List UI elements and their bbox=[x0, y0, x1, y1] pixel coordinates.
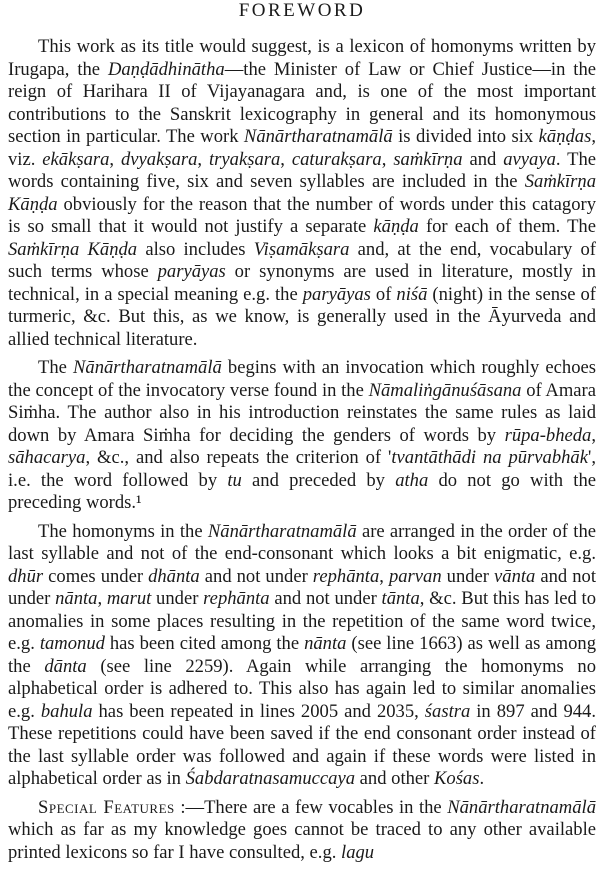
italic-term: sāhacarya bbox=[8, 447, 86, 468]
italic-term: dvyakṣara bbox=[121, 148, 198, 170]
text-run: , viz. bbox=[8, 126, 596, 170]
text-run: , &c. But this has led to anomalies in some places resulting in the repetition of the same word twice, e.g. bbox=[8, 588, 596, 654]
italic-term: kāṇḍa bbox=[373, 216, 419, 237]
text-run: (see line 1663) as well as among the bbox=[8, 633, 596, 677]
text-run: and bbox=[462, 148, 504, 170]
italic-term: Nānārtharatnamālā bbox=[243, 126, 393, 147]
italic-term: dhānta bbox=[148, 565, 200, 587]
italic-term: tu bbox=[227, 469, 242, 491]
text-run: also includes bbox=[137, 238, 254, 260]
italic-term: Saṁkīrṇa Kāṇḍa bbox=[8, 238, 138, 260]
text-run: and not under bbox=[8, 565, 597, 609]
italic-term: Nānārtharatnamālā bbox=[207, 520, 357, 542]
text-run: The bbox=[38, 357, 74, 378]
text-run: (see line 2259). Again while arranging the homonyms no alphabetical order is adhered to. This also has again led to similar anomalies e.g. bbox=[8, 655, 596, 722]
italic-term: saṁkīrṇa bbox=[393, 148, 463, 170]
italic-term: kāṇḍas bbox=[538, 126, 592, 147]
italic-term: nānta bbox=[55, 588, 98, 609]
italic-term: śastra bbox=[424, 700, 471, 722]
italic-term: parvan bbox=[388, 565, 442, 587]
italic-term: dānta bbox=[44, 655, 87, 677]
text-run: , bbox=[197, 148, 209, 170]
italic-term: tvantāthādi na pūrvabhāk bbox=[391, 447, 588, 468]
paragraph bbox=[8, 357, 596, 515]
text-run: and not under bbox=[199, 565, 313, 587]
italic-term: atha bbox=[395, 469, 429, 491]
text-run: . The words containing five, six and seven syllables are included in the bbox=[8, 148, 597, 192]
text-run: (night) in the sense of turmeric, &c. But this, as we know, is generally used in the Āyurveda and allied technical literature. bbox=[8, 283, 597, 350]
text-run: which as far as my knowledge goes cannot be traced to any other available printed lexicons so far I have consulted, e.g. bbox=[8, 819, 596, 863]
italic-term: Viṣamākṣara bbox=[253, 238, 350, 260]
italic-term: nānta bbox=[304, 633, 347, 654]
italic-term: Nānārtharatnamālā bbox=[447, 796, 596, 818]
section-label: Special Features bbox=[38, 796, 175, 818]
italic-term: tryakṣara bbox=[209, 148, 281, 170]
italic-term: lagu bbox=[341, 841, 375, 863]
paragraph bbox=[8, 36, 596, 351]
text-run: . bbox=[479, 768, 485, 789]
text-run: begins with an invocation which roughly echoes the concept of the invocatory verse found in the bbox=[8, 357, 596, 401]
italic-term: caturakṣara bbox=[291, 148, 382, 170]
text-run: or synonyms are used in literature, mostly in technical, in a special meaning e.g. the bbox=[8, 261, 596, 305]
text-run: and not under bbox=[269, 588, 382, 609]
italic-term: rūpa-bheda bbox=[504, 424, 592, 446]
italic-term: rephānta bbox=[203, 588, 270, 609]
text-run: , bbox=[591, 424, 596, 446]
italic-term: paryāyas bbox=[302, 283, 371, 305]
italic-term: avyaya bbox=[503, 148, 556, 170]
italic-term: Daṇḍādhinātha bbox=[107, 58, 225, 80]
italic-term: Nāmaliṅgānuśāsana bbox=[368, 379, 522, 401]
text-run: in 897 and 944. These repetitions could have been saved if the end consonant order instead of the last syllable order was followed and again if these words were listed in alphabetical order as in bbox=[8, 700, 596, 789]
document-page bbox=[8, 0, 596, 870]
text-run: , &c., and also repeats the criterion of ' bbox=[85, 447, 392, 468]
text-run: of bbox=[370, 283, 397, 305]
text-run: The homonyms in the bbox=[38, 520, 208, 542]
text-run: for each of them. The bbox=[418, 216, 596, 237]
page-title: FOREWORD bbox=[238, 0, 366, 21]
text-run: comes under bbox=[43, 565, 149, 587]
italic-term: tānta bbox=[381, 588, 420, 609]
text-run: , bbox=[280, 148, 292, 170]
text-run: obviously for the reason that the number of words under this catagory is so small that it would not justify a separate bbox=[8, 193, 596, 237]
text-run: has been cited among the bbox=[104, 633, 305, 654]
text-run: This work as its title would suggest, is a lexicon of homonyms written by Irugapa, the bbox=[8, 36, 596, 80]
italic-term: dhūr bbox=[8, 565, 44, 587]
paragraph bbox=[8, 797, 596, 865]
text-run: are arranged in the order of the last syllable and not of the end-consonant which looks a bit enigmatic, e.g. bbox=[8, 520, 596, 564]
text-run: of Amara Siṁha. The author also in his introduction reinstates the same rules as laid down by Amara Siṁha for deciding the genders of words by bbox=[8, 379, 596, 446]
document-body bbox=[8, 36, 596, 864]
italic-term: bahula bbox=[40, 700, 93, 722]
italic-term: Śabdaratnasamuccaya bbox=[185, 768, 355, 789]
text-run: is divided into six bbox=[392, 126, 539, 147]
text-run: , bbox=[109, 148, 121, 170]
text-run: , bbox=[381, 148, 394, 170]
text-run: ', i.e. the word followed by bbox=[8, 447, 596, 491]
italic-term: niśā bbox=[396, 283, 428, 305]
paragraph bbox=[8, 521, 596, 791]
italic-term: marut bbox=[106, 588, 152, 609]
italic-term: rephānta bbox=[312, 565, 380, 587]
italic-term: tamonud bbox=[39, 633, 105, 654]
italic-term: Kośas bbox=[434, 768, 480, 789]
text-run: and preceded by bbox=[241, 469, 396, 491]
italic-term: vānta bbox=[494, 565, 536, 587]
italic-term: Saṁkīrṇa Kāṇḍa bbox=[8, 171, 596, 215]
italic-term: Nānārtharatnamālā bbox=[73, 357, 222, 378]
text-run: and, at the end, vocabulary of such terms whose bbox=[8, 238, 596, 282]
text-run: under bbox=[151, 588, 204, 609]
text-run: do not go with the preceding words.¹ bbox=[8, 469, 596, 513]
text-run: and other bbox=[355, 768, 434, 789]
italic-term: ekākṣara bbox=[42, 148, 110, 170]
text-run: , bbox=[379, 565, 389, 587]
text-run: has been repeated in lines 2005 and 2035, bbox=[92, 700, 425, 722]
italic-term: paryāyas bbox=[157, 261, 226, 282]
text-run: —the Minister of Law or Chief Justice—in the reign of Harihara II of Vijayanagara and, is one of the most important contributions to the Sanskrit lexicography in general and its homonymous section in particular. The work bbox=[8, 58, 596, 147]
text-run: , bbox=[97, 588, 107, 609]
text-run: :—There are a few vocables in the bbox=[174, 796, 448, 818]
text-run: under bbox=[441, 565, 495, 587]
